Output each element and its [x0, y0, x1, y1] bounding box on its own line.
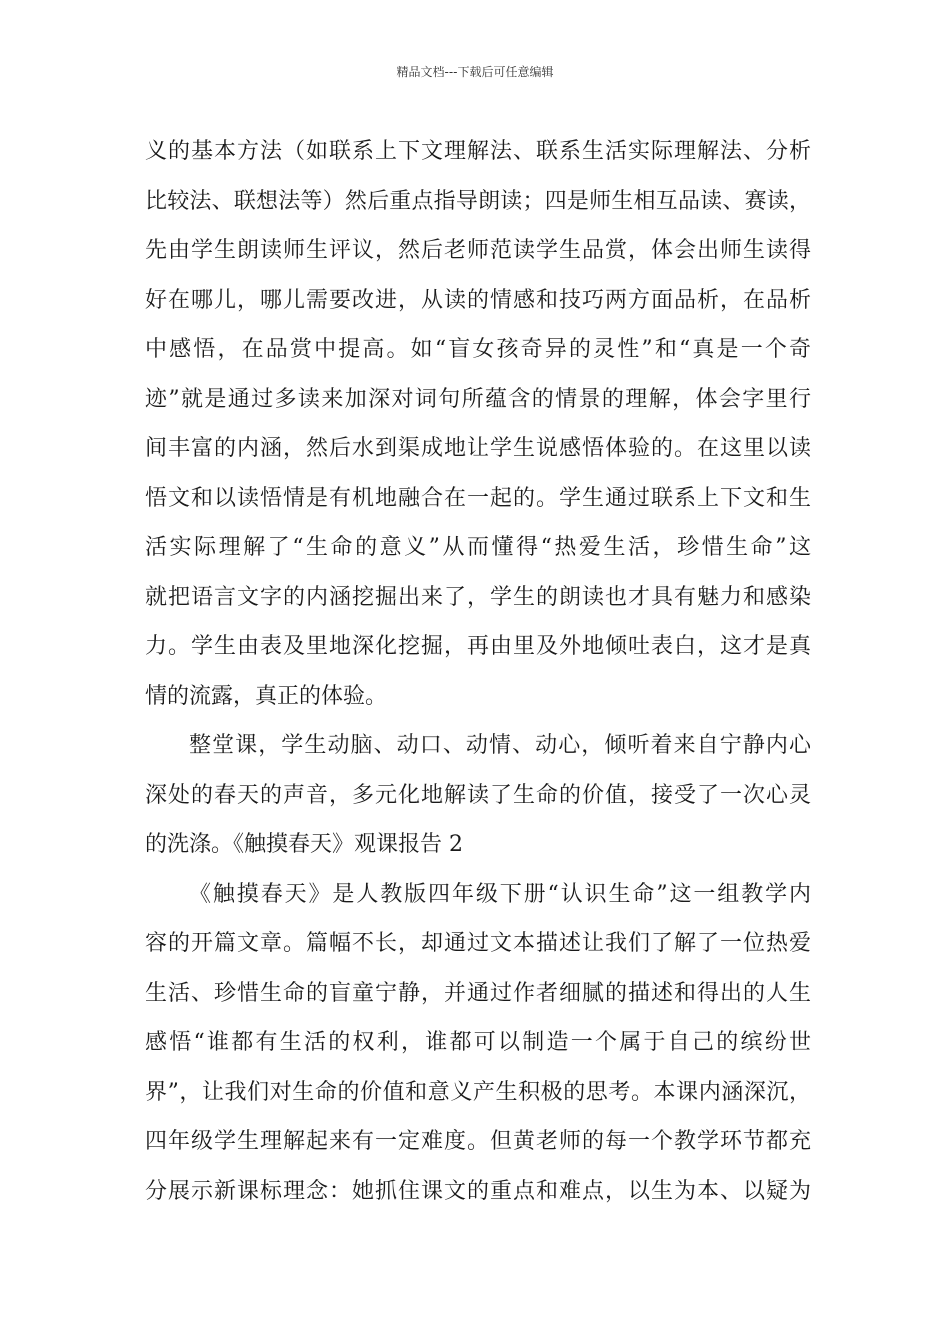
text-line: 活实际理解了“生命的意义”从而懂得“热爱生活，珍惜生命”这 — [145, 535, 811, 560]
text-line: 分展示新课标理念：她抓住课文的重点和难点，以生为本、以疑为 — [145, 1178, 811, 1204]
text-line: 的洗涤。《触摸春天》观课报告 2 — [145, 832, 463, 857]
text-line: 《触摸春天》是人教版四年级下册“认识生命”这一组教学内 — [189, 881, 811, 907]
text-line: 深处的春天的声音，多元化地解读了生命的价值，接受了一次心灵 — [145, 782, 811, 808]
text-line: 力。学生由表及里地深化挖掘，再由里及外地倾吐表白，这才是真 — [145, 634, 811, 659]
text-line: 义的基本方法（如联系上下文理解法、联系生活实际理解法、分析 — [145, 139, 811, 164]
text-line: 间丰富的内涵，然后水到渠成地让学生说感悟体验的。在这里以读 — [145, 436, 811, 461]
text-line: 容的开篇文章。篇幅不长，却通过文本描述让我们了解了一位热爱 — [145, 931, 811, 956]
text-line: 中感悟，在品赏中提高。如“盲女孩奇异的灵性”和“真是一个奇 — [145, 337, 811, 362]
text-line: 先由学生朗读师生评议，然后老师范读学生品赏，体会出师生读得 — [145, 238, 811, 263]
text-line: 情的流露，真正的体验。 — [145, 683, 388, 709]
text-line: 感悟“谁都有生活的权利，谁都可以制造一个属于自己的缤纷世 — [145, 1030, 811, 1055]
text-line: 界”，让我们对生命的价值和意义产生积极的思考。本课内涵深沉， — [145, 1079, 811, 1105]
text-line: 迹”就是通过多读来加深对词句所蕴含的情景的理解，体会字里行 — [145, 386, 811, 412]
text-line: 四年级学生理解起来有一定难度。但黄老师的每一个教学环节都充 — [145, 1129, 811, 1154]
text-line: 就把语言文字的内涵挖掘出来了，学生的朗读也才具有魅力和感染 — [145, 584, 811, 610]
text-line: 整堂课，学生动脑、动口、动情、动心，倾听着来自宁静内心 — [189, 733, 811, 758]
body-text — [145, 134, 811, 1223]
text-line: 好在哪儿，哪儿需要改进，从读的情感和技巧两方面品析，在品析 — [145, 287, 811, 313]
text-line: 生活、珍惜生命的盲童宁静，并通过作者细腻的描述和得出的人生 — [145, 980, 811, 1006]
text-line: 悟文和以读悟情是有机地融合在一起的。学生通过联系上下文和生 — [145, 485, 811, 511]
page-header: 精品文档---下载后可任意编辑 — [396, 65, 554, 79]
text-line: 比较法、联想法等）然后重点指导朗读；四是师生相互品读、赛读， — [145, 188, 811, 214]
